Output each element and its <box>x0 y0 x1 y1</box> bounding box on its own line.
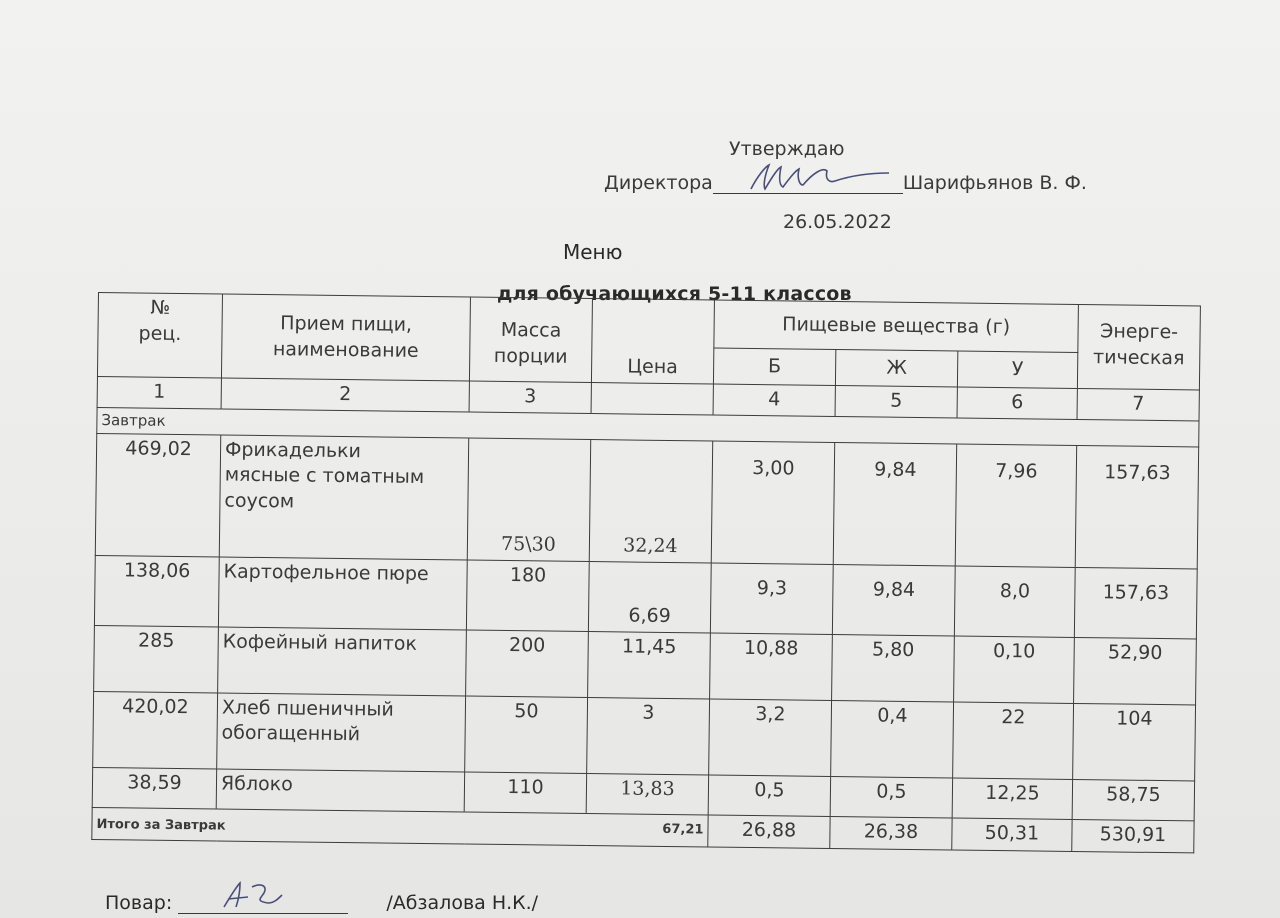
fat: 0,4 <box>831 700 954 777</box>
table-row <box>94 555 1197 638</box>
header-mass-line2: порции <box>493 344 568 368</box>
protein: 0,5 <box>708 775 830 816</box>
header-nutrients-label: Пищевые вещества (г) <box>782 313 1011 338</box>
header-rec-no-line1: № <box>150 296 171 319</box>
menu-table <box>91 292 1201 853</box>
portion-mass: 50 <box>465 696 588 773</box>
price: 13,83 <box>586 773 708 814</box>
portion-mass: 110 <box>464 772 586 813</box>
meal-name <box>218 557 467 630</box>
energy: 52,90 <box>1074 637 1197 704</box>
meal-name <box>217 693 466 772</box>
carbs: 22 <box>953 702 1074 779</box>
director-signature <box>713 173 903 194</box>
header-energy-line1: Энерге- <box>1099 320 1179 344</box>
approval-date: 26.05.2022 <box>783 211 892 233</box>
carbs: 12,25 <box>952 778 1072 819</box>
rec-number: 469,02 <box>95 433 220 557</box>
fat: 9,84 <box>833 442 956 565</box>
meal-name-line: Хлеб пшеничный <box>221 696 394 721</box>
protein: 10,88 <box>710 633 833 700</box>
header-rec-no <box>97 293 222 379</box>
rec-number: 285 <box>94 625 219 693</box>
col-number: 5 <box>835 386 957 418</box>
total-price: 67,21 <box>662 821 704 838</box>
header-rec-no-line2: рец. <box>138 322 182 345</box>
director-name: Шарифьянов В. Ф. <box>902 172 1087 194</box>
protein: 9,3 <box>710 563 833 634</box>
header-price: Цена <box>591 299 714 384</box>
cook-name: /Абзалова Н.К./ <box>386 892 539 914</box>
portion-mass: 75\30 <box>467 438 590 561</box>
meal-name-line: Картофельное пюре <box>223 560 429 585</box>
approval-position: Директора <box>604 172 713 194</box>
carbs: 8,0 <box>954 566 1075 637</box>
rec-number: 138,06 <box>94 555 219 627</box>
header-carbs: У <box>957 351 1077 388</box>
section-breakfast: Завтрак <box>97 407 1199 446</box>
meal-name <box>218 627 467 696</box>
portion-mass: 200 <box>466 630 589 697</box>
protein: 3,00 <box>711 441 834 564</box>
col-number: 1 <box>97 376 221 408</box>
price: 3 <box>587 697 710 774</box>
meal-name-line: Яблоко <box>220 772 293 796</box>
table-row <box>95 433 1198 568</box>
meal-name-line: обогащенный <box>221 721 361 746</box>
header-nutrients <box>714 300 1079 352</box>
meal-name-line: мясные с томатным <box>224 463 425 489</box>
col-number: 7 <box>1077 388 1199 420</box>
meal-name-line: Кофейный напиток <box>222 630 418 655</box>
price: 6,69 <box>588 561 711 632</box>
meal-name-line: соусом <box>224 489 295 513</box>
meal-name-line: Фрикадельки <box>224 438 362 462</box>
col-number: 4 <box>713 384 835 416</box>
header-fat: Ж <box>835 350 957 387</box>
energy: 104 <box>1073 703 1196 780</box>
rec-number: 420,02 <box>93 691 218 769</box>
rec-number: 38,59 <box>92 767 216 809</box>
carbs: 7,96 <box>955 444 1076 567</box>
approval-title: Утверждаю <box>729 138 845 160</box>
total-label: Итого за Завтрак <box>96 816 226 834</box>
header-energy-line2: тическая <box>1092 345 1185 369</box>
header-energy <box>1077 304 1200 389</box>
carbs: 0,10 <box>954 636 1075 703</box>
header-mass <box>469 297 592 382</box>
meal-name <box>219 435 468 560</box>
energy: 157,63 <box>1074 567 1197 638</box>
protein: 3,2 <box>709 699 832 776</box>
fat: 5,80 <box>832 634 955 701</box>
header-meal <box>221 294 470 381</box>
col-number <box>591 383 713 415</box>
menu-title: Меню <box>563 240 623 264</box>
portion-mass: 180 <box>466 560 589 631</box>
header-meal-line2: наименование <box>272 337 419 362</box>
total-label-cell <box>92 807 708 847</box>
fat: 0,5 <box>830 776 952 817</box>
total-carbs: 50,31 <box>952 818 1072 851</box>
col-number: 3 <box>469 381 591 413</box>
director-signature-scribble <box>743 159 893 195</box>
total-energy: 530,91 <box>1072 819 1194 852</box>
price: 11,45 <box>588 631 711 698</box>
cook-signature-line <box>105 892 538 914</box>
cook-signature <box>178 895 348 914</box>
total-fat: 26,38 <box>830 816 952 849</box>
meal-name <box>216 769 464 812</box>
fat: 9,84 <box>832 564 955 635</box>
header-protein: Б <box>713 348 835 385</box>
price: 32,24 <box>589 439 712 562</box>
menu-subtitle: для обучающихся 5-11 классов <box>497 283 852 305</box>
approval-signature-line <box>604 172 1087 194</box>
table-row <box>93 691 1196 780</box>
energy: 157,63 <box>1075 445 1198 568</box>
header-mass-line1: Масса <box>500 318 562 342</box>
cook-label: Повар: <box>105 892 173 914</box>
col-number: 6 <box>957 387 1077 419</box>
cook-signature-scribble <box>218 877 288 911</box>
energy: 58,75 <box>1072 779 1194 820</box>
header-meal-line1: Прием пищи, <box>280 312 413 336</box>
col-number: 2 <box>221 378 469 412</box>
total-protein: 26,88 <box>708 815 830 848</box>
